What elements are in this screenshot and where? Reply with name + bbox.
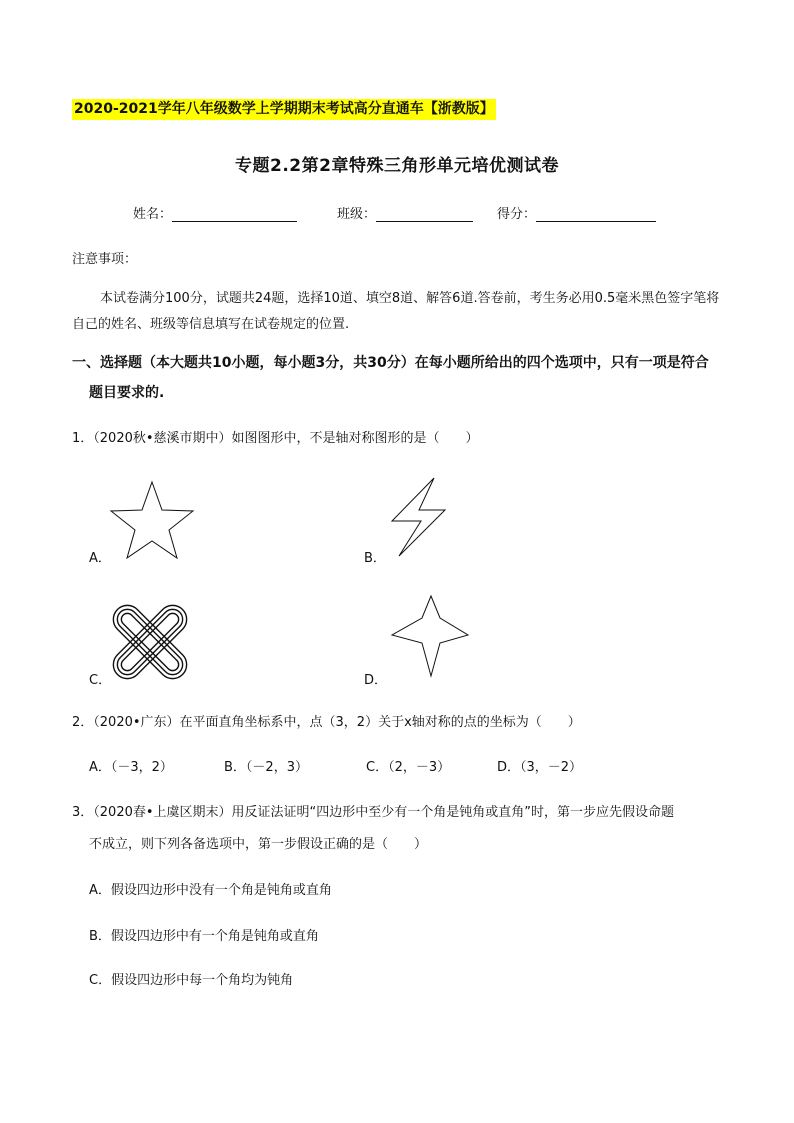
name-label: 姓名： bbox=[133, 207, 173, 222]
q2-option-a: A．（－3，2） bbox=[89, 760, 173, 775]
section-heading-line1: 一、选择题（本大题共10小题，每小题3分，共30分）在每小题所给出的四个选项中，只有一项是符合 bbox=[72, 355, 709, 371]
q2-option-d: D．（3，－2） bbox=[497, 760, 583, 775]
question-3-stem-line1: 3．（2020春•上虞区期末）用反证法证明“四边形中至少有一个角是钝角或直角”时，第一步应先假设命题 bbox=[72, 805, 674, 820]
q3-option-b: B．假设四边形中有一个角是钝角或直角 bbox=[89, 929, 319, 944]
class-label: 班级： bbox=[337, 207, 377, 222]
score-label: 得分： bbox=[497, 207, 537, 222]
q2-option-c: C．（2，－3） bbox=[366, 760, 451, 775]
section-heading-line2: 题目要求的. bbox=[89, 385, 165, 401]
q1-option-d-label: D． bbox=[364, 673, 388, 688]
q1-option-b-label: B． bbox=[364, 551, 386, 566]
q2-option-b: B．（－2，3） bbox=[224, 760, 308, 775]
question-2-stem: 2．（2020•广东）在平面直角坐标系中，点（3，2）关于x轴对称的点的坐标为（ ） bbox=[72, 715, 581, 730]
q1-option-c-label: C． bbox=[89, 673, 112, 688]
notice-text: 本试卷满分100分，试题共24题，选择10道、填空8道、解答6道.答卷前，考生务必用0.5毫米黑色签字笔将自己的姓名、班级等信息填写在试卷规定的位置. bbox=[72, 291, 720, 332]
q3-option-c: C．假设四边形中每一个角均为钝角 bbox=[89, 973, 294, 988]
question-3-stem-line2: 不成立，则下列各备选项中，第一步假设正确的是（ ） bbox=[89, 837, 428, 852]
question-1-stem: 1．（2020秋•慈溪市期中）如图图形中，不是轴对称图形的是（ ） bbox=[72, 431, 479, 446]
q3-option-a: A．假设四边形中没有一个角是钝角或直角 bbox=[89, 883, 332, 898]
page-title: 专题2.2第2章特殊三角形单元培优测试卷 bbox=[235, 156, 559, 176]
exam-series-banner: 2020-2021学年八年级数学上学期期末考试高分直通车【浙教版】 bbox=[72, 99, 496, 120]
q1-option-a-label: A． bbox=[89, 551, 111, 566]
notice-heading: 注意事项： bbox=[72, 252, 138, 267]
